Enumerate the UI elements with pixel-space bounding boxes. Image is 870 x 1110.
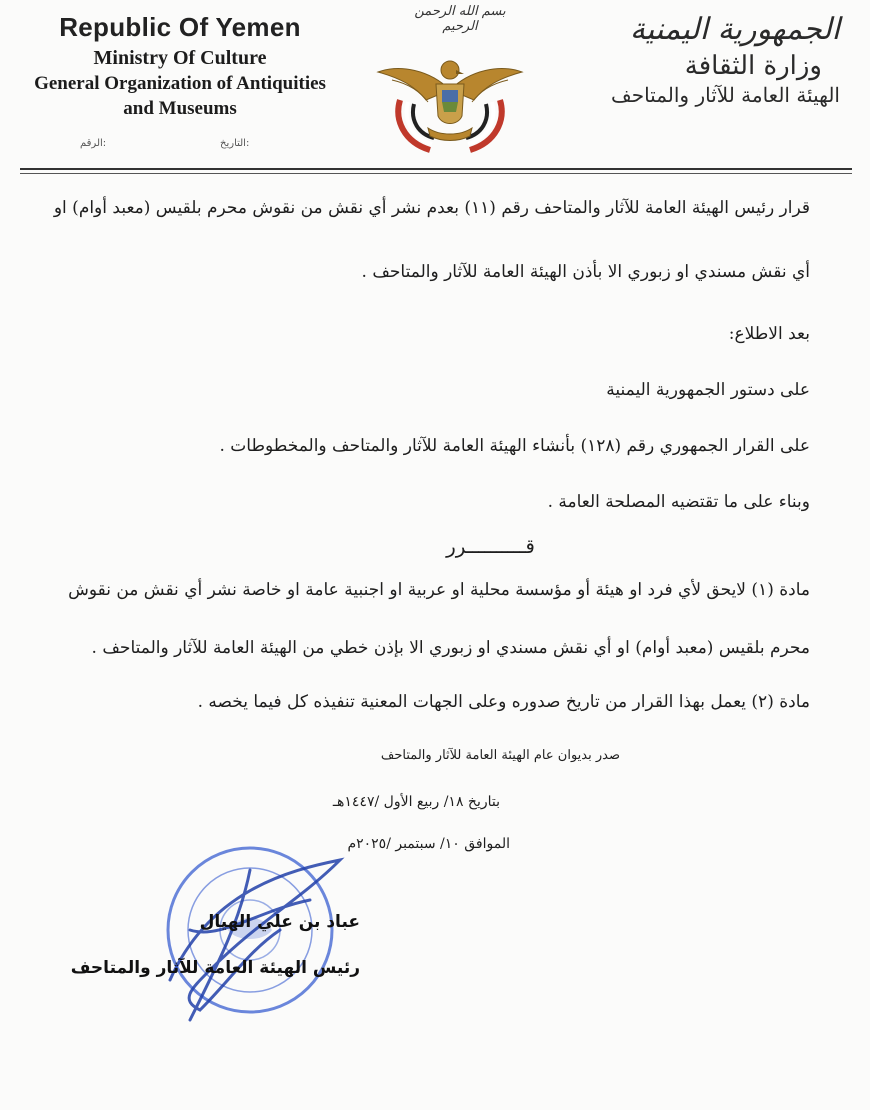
basmala: بسم الله الرحمن الرحيم [414,4,506,34]
public-interest-clause: وبناء على ما تقتضيه المصلحة العامة . [547,492,810,512]
yemen-eagle-emblem-icon [370,50,530,160]
header-english [0,12,360,120]
decision-heading: قــــــــــرر [446,534,535,558]
after-review: بعد الاطلاع: [728,324,810,344]
date-label: التاريخ: [220,138,250,149]
date-gregorian: الموافق ١٠/ سبتمبر /٢٠٢٥م [347,836,510,852]
decree-title-line2: أي نقش مسندي او زبوري الا بأذن الهيئة العامة للآثار والمتاحف . [361,262,810,282]
date-hijri: بتاريخ ١٨/ ربيع الأول /١٤٤٧هـ [332,794,500,810]
ministry-en: Ministry Of Culture [93,47,267,69]
org-ar: الهيئة العامة للآثار والمتاحف [611,83,840,107]
decree-title-line1: قرار رئيس الهيئة العامة للآثار والمتاحف رقم (١١) بعدم نشر أي نقش من نقوش محرم بلقيس (معبد أوام) او [53,198,810,218]
header-arabic [580,12,840,107]
article1-line1: مادة (١) لايحق لأي فرد او هيئة أو مؤسسة محلية او عربية او اجنبية عامة او خاصة نشر أي نقش من نقوش [68,580,810,600]
signatory-title: رئيس الهيئة العامة للآثار والمتاحف [70,958,360,978]
org-en-line2: and Museums [123,98,237,119]
article2: مادة (٢) يعمل بهذا القرار من تاريخ صدوره وعلى الجهات المعنية تنفيذه كل فيما يخصه . [197,692,810,712]
signatory-name: عباد بن علي الهيال [199,912,360,932]
issued-at: صدر بديوان عام الهيئة العامة للآثار والمتاحف [380,748,620,763]
republic-en: Republic Of Yemen [59,12,301,42]
republican-decree-clause: على القرار الجمهوري رقم (١٢٨) بأنشاء الهيئة العامة للآثار والمتاحف والمخطوطات . [219,436,810,456]
header-rule-thin [20,173,852,174]
republic-ar: الجمهورية اليمنية [629,12,840,47]
article1-line2: محرم بلقيس (معبد أوام) او أي نقش مسندي او زبوري الا بإذن خطي من الهيئة العامة للآثار والمتاحف . [91,638,810,658]
constitution-clause: على دستور الجمهورية اليمنية [606,380,810,400]
header-rule-thick [20,168,852,170]
ministry-ar: وزارة الثقافة [684,51,822,81]
number-label: الرقم: [80,138,107,149]
org-en-line1: General Organization of Antiquities [34,73,326,94]
